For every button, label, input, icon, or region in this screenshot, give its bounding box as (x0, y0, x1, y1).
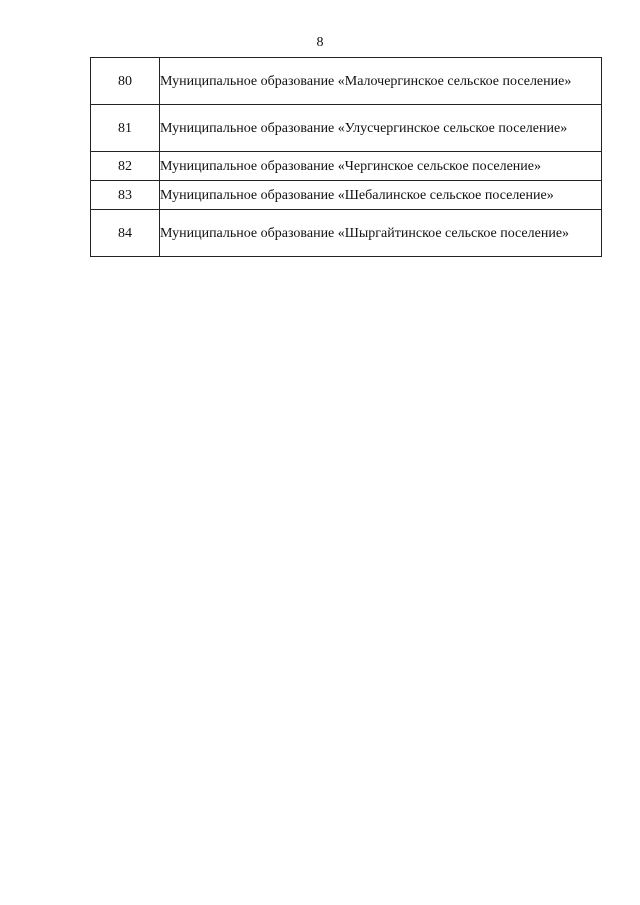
row-number: 82 (91, 152, 160, 181)
row-number: 80 (91, 58, 160, 105)
row-text: Муниципальное образование «Чергинское сельское поселение» (160, 152, 602, 181)
table-row (91, 58, 602, 105)
row-number: 83 (91, 181, 160, 210)
row-text: Муниципальное образование «Малочергинское сельское поселение» (160, 58, 602, 105)
row-text: Муниципальное образование «Шебалинское сельское поселение» (160, 181, 602, 210)
row-number: 81 (91, 105, 160, 152)
row-text: Муниципальное образование «Шыргайтинское сельское поселение» (160, 210, 602, 257)
table-row (91, 105, 602, 152)
municipality-table (90, 57, 602, 257)
row-text: Муниципальное образование «Улусчергинское сельское поселение» (160, 105, 602, 152)
table-row (91, 181, 602, 210)
table-row (91, 152, 602, 181)
table-row (91, 210, 602, 257)
page-number: 8 (316, 35, 324, 50)
row-number: 84 (91, 210, 160, 257)
